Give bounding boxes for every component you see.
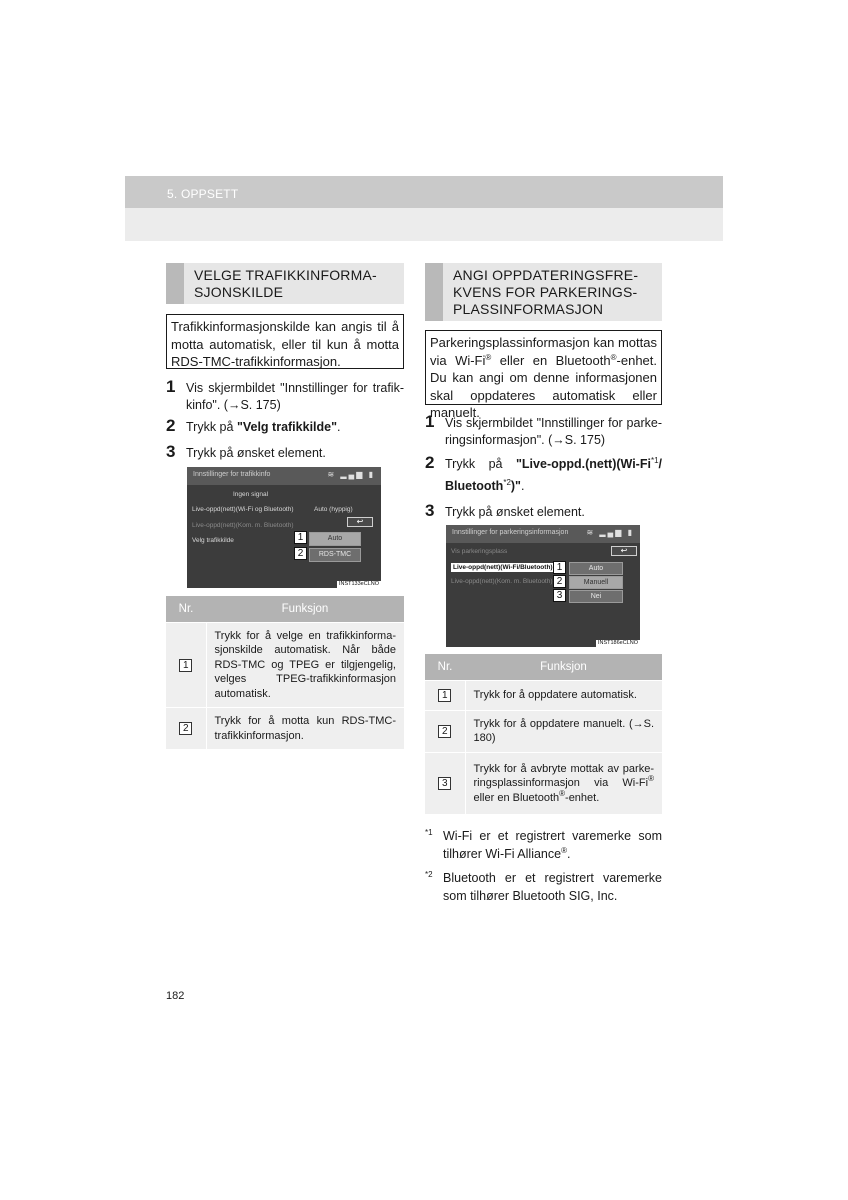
parking-settings-screenshot: Innstillinger for parkeringsinformasjon ≋ ▂▄▆ ▮ Vis parkeringsplass Live-oppd(nett)(Wi-Fi/Bluetooth) Live-oppd(nett)(Kom. m. Bluetooth) ↩ Auto Manuell Nei 1 2 3 INST186eCLNO (446, 525, 640, 647)
table-header-funksjon: Funksjon (206, 596, 404, 622)
callout-2: 2 (553, 575, 566, 588)
left-heading-line-1: VELGE TRAFIKKINFORMA- (194, 267, 377, 283)
chapter-header (125, 176, 723, 241)
image-code: INST133eCLNO (338, 581, 379, 587)
callout-1: 1 (553, 561, 566, 574)
option-auto[interactable]: Auto (309, 532, 361, 546)
footnote-1: *1 Wi-Fi er et registrert varemerke som tilhører Wi-Fi Alliance®. (425, 828, 662, 861)
right-heading-line-1: ANGI OPPDATERINGSFRE- (453, 267, 639, 283)
option-manuell[interactable]: Manuell (569, 576, 623, 589)
option-nei[interactable]: Nei (569, 590, 623, 603)
image-code: INST186eCLNO (597, 640, 638, 646)
right-function-table (425, 654, 662, 814)
table-row: 2 Trykk for å motta kun RDS-TMC-trafikkinformasjon. (166, 708, 404, 750)
back-icon[interactable]: ↩ (611, 546, 637, 556)
callout-3: 3 (553, 589, 566, 602)
left-heading-line-2: SJONSKILDE (194, 284, 284, 300)
right-intro-box: Parkeringsplassinformasjon kan mottas via Wi-Fi® eller en Bluetooth®-enhet. Du kan angi om denne informasjonen skal oppdateres automatisk eller manuelt. (425, 330, 662, 405)
table-header-funksjon: Funksjon (465, 654, 662, 680)
left-function-table (166, 596, 404, 749)
option-auto[interactable]: Auto (569, 562, 623, 575)
right-heading-line-2: KVENS FOR PARKERINGS- (453, 284, 638, 300)
footnote-2: *2 Bluetooth er et registrert varemerke som tilhører Bluetooth SIG, Inc. (425, 870, 662, 903)
page-number: 182 (166, 990, 185, 1002)
right-section-heading (425, 263, 662, 321)
table-header-nr: Nr. (425, 654, 465, 680)
table-row: 3 Trykk for å avbryte mottak av parke-ringsplassinformasjon via Wi-Fi® eller en Bluetooth®-enhet. (425, 752, 662, 814)
table-row: 2 Trykk for å oppdatere manuelt. (→S. 180) (425, 710, 662, 752)
chapter-header-bar (125, 176, 723, 208)
left-intro-box: Trafikkinformasjonskilde kan angis til å motta automatisk, eller til kun å motta RDS-TMC-trafikkinformasjon. (166, 314, 404, 369)
back-icon[interactable]: ↩ (347, 517, 373, 527)
status-icons: ≋ ▂▄▆ ▮ (586, 528, 634, 537)
table-header-nr: Nr. (166, 596, 206, 622)
chapter-title: 5. OPPSETT (167, 187, 239, 201)
traffic-settings-screenshot: Innstillinger for trafikkinfo ≋ ▂▄▆ ▮ Ingen signal Live-oppd(nett)(Wi-Fi og Bluetooth) Auto (hyppig) Live-oppd(nett)(Kom. m. Bluetooth) Velg trafikkilde ↩ Auto RDS-TMC 1 2 INST133eCLNO (187, 467, 381, 588)
table-row: 1 Trykk for å oppdatere automatisk. (425, 680, 662, 710)
table-row: 1 Trykk for å velge en trafikkinforma-sjonskilde automatisk. Når både RDS-TMC og TPEG er tilgjengelig, velges TPEG-trafikkinformasjon automatisk. (166, 622, 404, 708)
right-heading-line-3: PLASSINFORMASJON (453, 301, 604, 317)
status-icons: ≋ ▂▄▆ ▮ (327, 470, 375, 479)
callout-1: 1 (294, 531, 307, 544)
callout-2: 2 (294, 547, 307, 560)
option-rds-tmc[interactable]: RDS-TMC (309, 548, 361, 562)
left-section-heading (166, 263, 404, 304)
